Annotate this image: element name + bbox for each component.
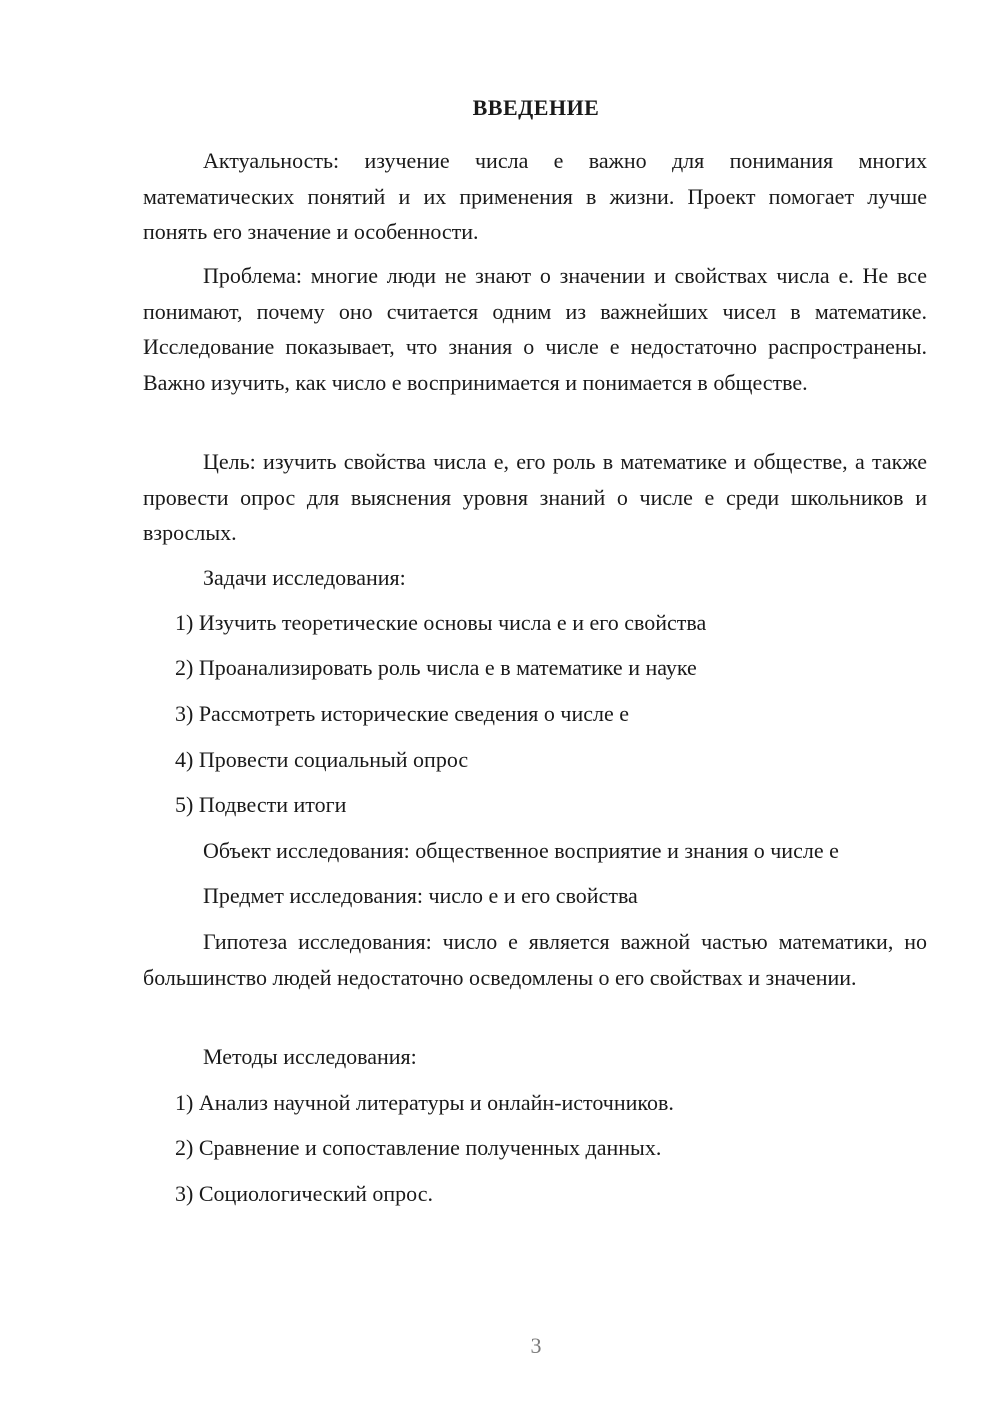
task-item-1: 1) Изучить теоретические основы числа е и его свойства — [175, 610, 707, 635]
research-subject: Предмет исследования: число е и его свойства — [203, 883, 638, 908]
task-item-2: 2) Проанализировать роль числа е в математике и науке — [175, 655, 697, 680]
method-item-2: 2) Сравнение и сопоставление полученных данных. — [175, 1135, 662, 1160]
page-number: 3 — [530, 1333, 542, 1358]
section-title: ВВЕДЕНИЕ — [472, 95, 600, 120]
research-object: Объект исследования: общественное восприятие и знания о числе е — [203, 838, 839, 863]
methods-heading: Методы исследования: — [203, 1044, 417, 1069]
task-item-4: 4) Провести социальный опрос — [175, 747, 469, 772]
paragraph-relevance: Актуальность: изучение числа е важно для понимания многих математических понятий и их применения в жизни. Проект помогает лучше понять его значение и особенности. — [143, 148, 927, 244]
task-item-3: 3) Рассмотреть исторические сведения о числе е — [175, 701, 630, 726]
method-item-3: 3) Социологический опрос. — [175, 1181, 433, 1206]
method-item-1: 1) Анализ научной литературы и онлайн-источников. — [175, 1090, 674, 1115]
paragraph-hypothesis: Гипотеза исследования: число е является важной частью математики, но большинство людей недостаточно осведомлены о его свойствах и значении. — [143, 929, 927, 990]
paragraph-problem: Проблема: многие люди не знают о значении и свойствах числа е. Не все понимают, почему оно считается одним из важнейших чисел в математике. Исследование показывает, что знания о числе е недостаточно распространены. Важно изучить, как число е воспринимается и понимается в обществе. — [143, 263, 927, 395]
task-item-5: 5) Подвести итоги — [175, 792, 347, 817]
paragraph-goal: Цель: изучить свойства числа е, его роль в математике и обществе, а также провести опрос для выяснения уровня знаний о числе е среди школьников и взрослых. — [143, 449, 927, 545]
tasks-heading: Задачи исследования: — [203, 565, 406, 590]
